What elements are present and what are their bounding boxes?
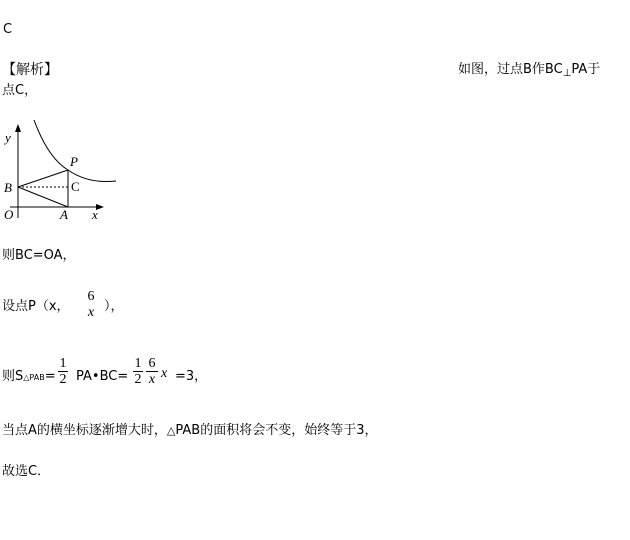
frac2-den: 2: [134, 372, 142, 387]
hyperbola-curve: [34, 120, 116, 182]
intro-part1: 如图，过点B作BC: [458, 62, 563, 77]
frac-num: 6: [87, 289, 95, 304]
area-var-x: x: [161, 366, 168, 381]
final-answer: 故选C．: [2, 464, 51, 479]
label-x: x: [92, 207, 98, 222]
geometry-figure: [0, 118, 125, 226]
set-p-suffix: ），: [104, 299, 124, 314]
area-eq: =: [44, 369, 56, 384]
fraction-6-over-x-b: [146, 356, 158, 387]
segment-bp: [18, 170, 68, 187]
fraction-one-half-b: [133, 356, 143, 387]
fraction-one-half-a: [58, 356, 68, 387]
area-result: =3，: [175, 369, 208, 384]
label-o: O: [4, 207, 14, 222]
area-subscript: △PAB: [23, 373, 45, 382]
conclusion-part2: PAB的面积将会不变，始终等于3，: [175, 423, 378, 438]
intro-line2: 点C，: [2, 83, 38, 98]
segment-ba: [18, 187, 68, 207]
answer-letter: C: [3, 22, 13, 37]
frac2-num: 1: [134, 356, 142, 371]
label-p: P: [70, 154, 78, 169]
perp-symbol: ⊥: [562, 68, 572, 79]
fraction-6-over-x: [84, 289, 98, 320]
frac-den: x: [87, 305, 95, 320]
label-b: B: [4, 180, 12, 195]
intro-part2: PA于: [571, 62, 601, 77]
intro-sentence: [458, 62, 600, 79]
analysis-label: 【解析】: [2, 62, 58, 78]
area-mid-text: PA•BC=: [76, 369, 129, 384]
y-axis-arrow: [15, 124, 21, 132]
area-s: 则S: [2, 369, 24, 384]
label-y: y: [5, 130, 11, 145]
triangle-symbol: △: [166, 424, 176, 437]
line-bc-oa: 则BC=OA，: [2, 248, 76, 263]
frac1-num: 1: [59, 356, 67, 371]
conclusion-part1: 当点A的横坐标逐渐增大时，: [2, 423, 167, 438]
area-line-prefix: [2, 369, 56, 386]
frac1-den: 2: [59, 372, 67, 387]
conclusion-line: [2, 423, 377, 439]
label-c: C: [71, 179, 80, 194]
frac3-den: x: [148, 372, 156, 387]
set-p-prefix: 设点P（x，: [2, 299, 70, 314]
frac3-num: 6: [148, 356, 156, 371]
label-a: A: [60, 207, 68, 222]
